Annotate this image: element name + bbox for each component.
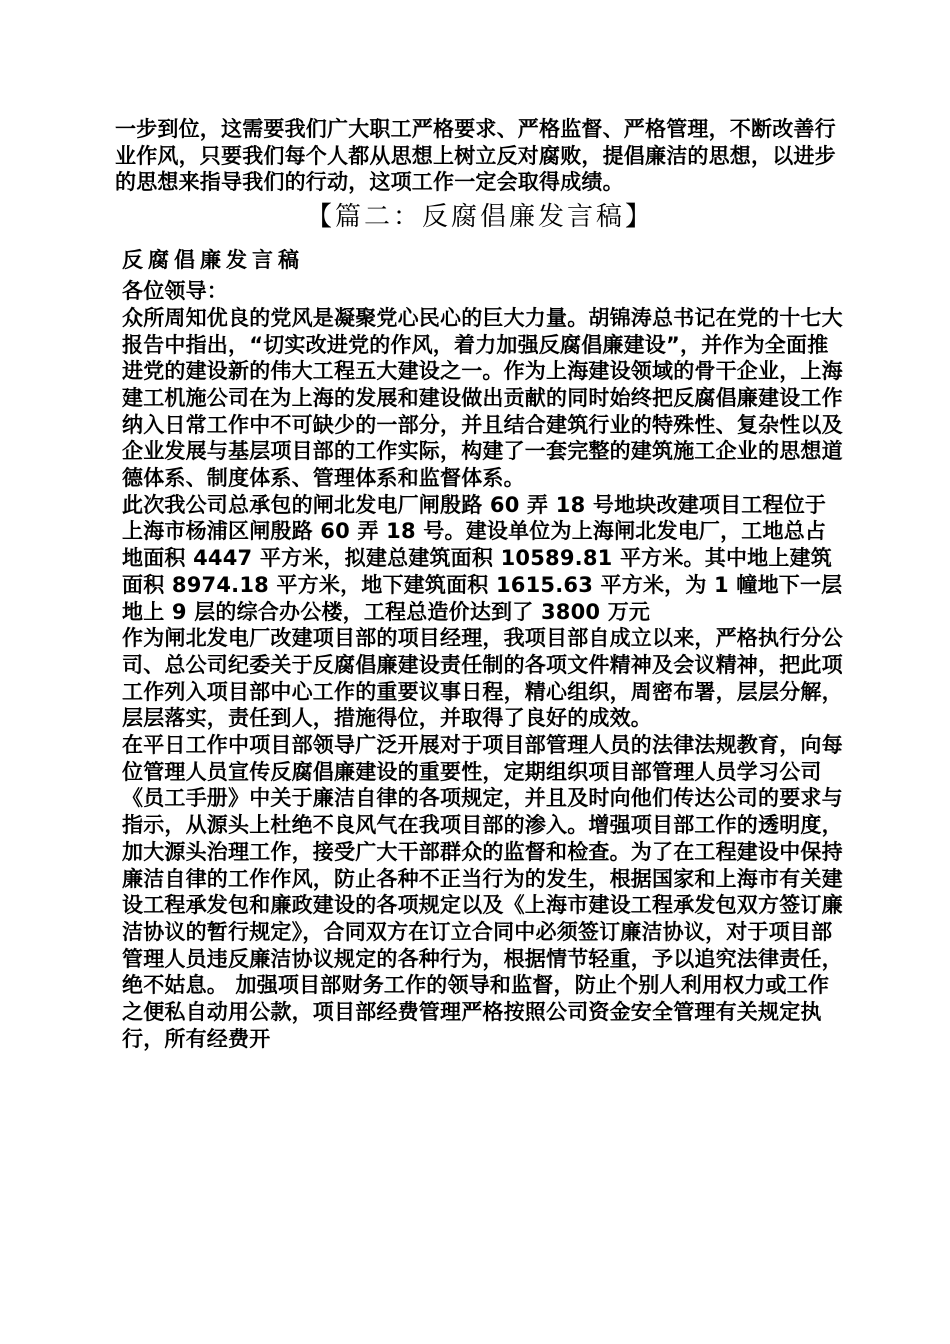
document-page — [115, 116, 845, 1053]
body-paragraph-1: 众所周知优良的党风是凝聚党心民心的巨大力量。胡锦涛总书记在党的十七大报告中指出，“切实改进党的作风，着力加强反腐倡廉建设”，并作为全面推进党的建设新的伟大工程五大建设之一。作为上海建设领域的骨干企业，上海建工机施公司在为上海的发展和建设做出贡献的同时始终把反腐倡廉建设工作纳入日常工作中不可缺少的一部分，并且结合建筑行业的特殊性、复杂性以及企业发展与基层项目部的工作实际，构建了一套完整的建筑施工企业的思想道德体系、制度体系、管理体系和监督体系。 — [122, 305, 843, 491]
salutation: 各位领导： — [122, 279, 228, 304]
section-title: 【篇二：反腐倡廉发言稿】 — [305, 202, 654, 233]
doc-title: 反腐倡廉发言稿 — [122, 248, 304, 273]
intro-paragraph: 一步到位，这需要我们广大职工严格要求、严格监督、严格管理，不断改善行业作风，只要我们每个人都从思想上树立反对腐败，提倡廉洁的思想，以进步的思想来指导我们的行动，这项工作一定会取得成绩。 — [115, 117, 836, 195]
body-paragraph-3: 作为闸北发电厂改建项目部的项目经理，我项目部自成立以来，严格执行分公司、总公司纪委关于反腐倡廉建设责任制的各项文件精神及会议精神，把此项工作列入项目部中心工作的重要议事日程，精心组织，周密布署，层层分解，层层落实，责任到人，措施得位，并取得了良好的成效。 — [122, 626, 843, 731]
body-paragraph-4: 在平日工作中项目部领导广泛开展对于项目部管理人员的法律法规教育，向每位管理人员宣传反腐倡廉建设的重要性，定期组织项目部管理人员学习公司《员工手册》中关于廉洁自律的各项规定，并且及时向他们传达公司的要求与指示，从源头上杜绝不良风气在我项目部的渗入。增强项目部工作的透明度，加大源头治理工作，接受广大干部群众的监督和检查。为了在工程建设中保持廉洁自律的工作作风，防止各种不正当行为的发生，根据国家和上海市有关建设工程承发包和廉政建设的各项规定以及《上海市建设工程承发包双方签订廉洁协议的暂行规定》，合同双方在订立合同中必须签订廉洁协议，对于项目部管理人员违反廉洁协议规定的各种行为，根据情节轻重，予以追究法律责任，绝不姑息。 加强项目部财务工作的领导和监督，防止个别人利用权力或工作之便私自动用公款，项目部经费管理严格按照公司资金安全管理有关规定执行，所有经费开 — [122, 733, 843, 1051]
body-paragraph-2: 此次我公司总承包的闸北发电厂闸殷路 60 弄 18 号地块改建项目工程位于上海市杨浦区闸殷路 60 弄 18 号。建设单位为上海闸北发电厂，工地总占地面积 4447 平方米，拟建总建筑面积 10589.81 平方米。其中地上建筑面积 8974.18 平方米，地下建筑面积 1615.63 平方米，为 1 幢地下一层地上 9 层的综合办公楼，工程总造价达到了 3800 万元 — [122, 492, 843, 624]
